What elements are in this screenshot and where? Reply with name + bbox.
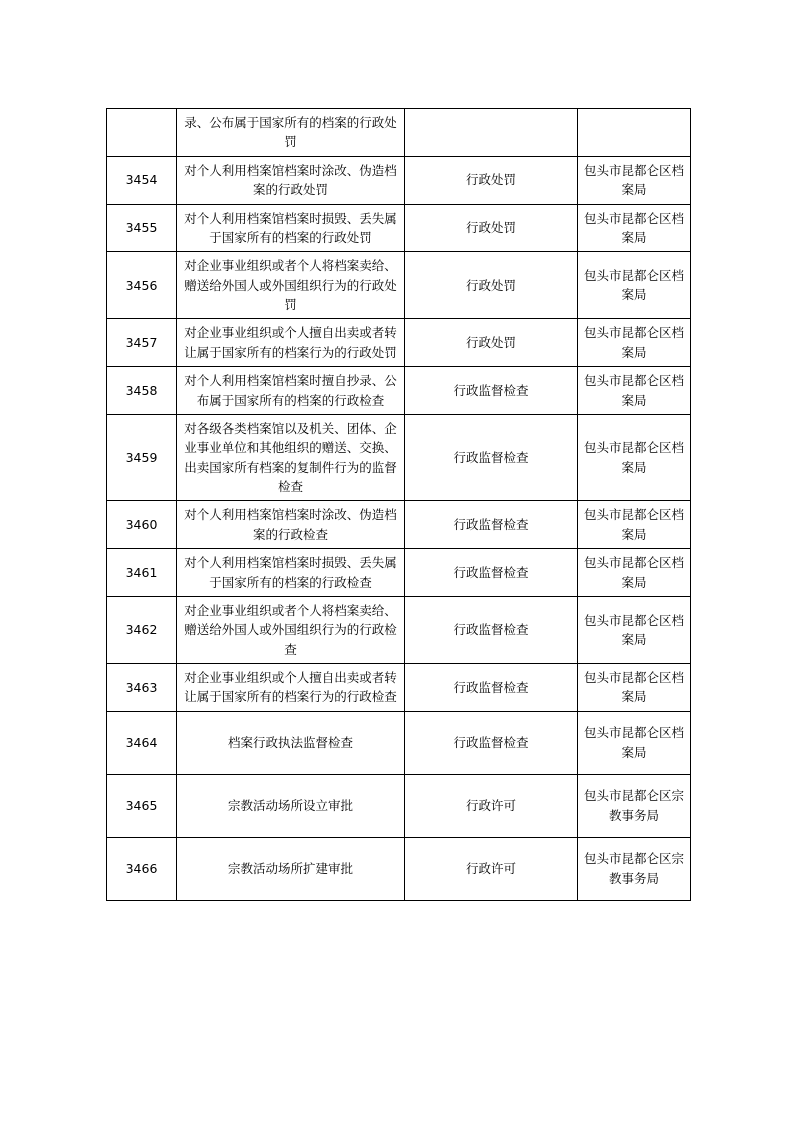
cell-id: 3466: [107, 837, 177, 900]
cell-org: 包头市昆都仑区档案局: [578, 596, 691, 663]
cell-id: 3455: [107, 204, 177, 252]
cell-id: 3458: [107, 367, 177, 415]
cell-id: 3459: [107, 414, 177, 501]
table-row: [107, 664, 691, 712]
table-row: [107, 367, 691, 415]
cell-org: [578, 109, 691, 157]
cell-name: 对企业事业组织或者个人将档案卖给、赠送给外国人或外国组织行为的行政检查: [177, 596, 405, 663]
table-row: [107, 204, 691, 252]
table-row: [107, 549, 691, 597]
cell-name: 对企业事业组织或个人擅自出卖或者转让属于国家所有的档案行为的行政检查: [177, 664, 405, 712]
cell-type: 行政处罚: [405, 204, 578, 252]
cell-name: 档案行政执法监督检查: [177, 711, 405, 774]
cell-type: 行政处罚: [405, 156, 578, 204]
cell-type: 行政处罚: [405, 252, 578, 319]
cell-id: 3464: [107, 711, 177, 774]
cell-org: 包头市昆都仑区档案局: [578, 252, 691, 319]
cell-org: 包头市昆都仑区档案局: [578, 367, 691, 415]
table-row: [107, 596, 691, 663]
cell-name: 对个人利用档案馆档案时涂改、伪造档案的行政处罚: [177, 156, 405, 204]
cell-org: 包头市昆都仑区档案局: [578, 549, 691, 597]
cell-name: 宗教活动场所扩建审批: [177, 837, 405, 900]
cell-org: 包头市昆都仑区档案局: [578, 156, 691, 204]
cell-org: 包头市昆都仑区档案局: [578, 711, 691, 774]
cell-id: 3465: [107, 774, 177, 837]
table-body: [107, 109, 691, 901]
cell-name: 对个人利用档案馆档案时涂改、伪造档案的行政检查: [177, 501, 405, 549]
table-row: [107, 252, 691, 319]
table-row: [107, 156, 691, 204]
cell-id: 3457: [107, 319, 177, 367]
table-row: [107, 109, 691, 157]
cell-type: 行政许可: [405, 837, 578, 900]
cell-id: 3462: [107, 596, 177, 663]
cell-type: 行政监督检查: [405, 596, 578, 663]
cell-org: 包头市昆都仑区宗教事务局: [578, 774, 691, 837]
table-container: [106, 108, 690, 901]
table-row: [107, 711, 691, 774]
cell-type: 行政监督检查: [405, 367, 578, 415]
cell-name: 对个人利用档案馆档案时擅自抄录、公布属于国家所有的档案的行政检查: [177, 367, 405, 415]
cell-id: 3456: [107, 252, 177, 319]
table-row: [107, 501, 691, 549]
cell-id: 3463: [107, 664, 177, 712]
cell-org: 包头市昆都仑区宗教事务局: [578, 837, 691, 900]
table-row: [107, 319, 691, 367]
cell-type: 行政监督检查: [405, 664, 578, 712]
cell-type: 行政监督检查: [405, 414, 578, 501]
table-row: [107, 414, 691, 501]
catalog-table: [106, 108, 691, 901]
cell-name: 对企业事业组织或个人擅自出卖或者转让属于国家所有的档案行为的行政处罚: [177, 319, 405, 367]
cell-org: 包头市昆都仑区档案局: [578, 319, 691, 367]
cell-name: 对企业事业组织或者个人将档案卖给、赠送给外国人或外国组织行为的行政处罚: [177, 252, 405, 319]
cell-name: 对各级各类档案馆以及机关、团体、企业事业单位和其他组织的赠送、交换、出卖国家所有档案的复制件行为的监督检查: [177, 414, 405, 501]
cell-org: 包头市昆都仑区档案局: [578, 501, 691, 549]
cell-org: 包头市昆都仑区档案局: [578, 664, 691, 712]
cell-name: 录、公布属于国家所有的档案的行政处罚: [177, 109, 405, 157]
cell-id: 3460: [107, 501, 177, 549]
cell-type: [405, 109, 578, 157]
cell-name: 对个人利用档案馆档案时损毁、丢失属于国家所有的档案的行政处罚: [177, 204, 405, 252]
cell-id: 3461: [107, 549, 177, 597]
cell-name: 宗教活动场所设立审批: [177, 774, 405, 837]
cell-type: 行政监督检查: [405, 549, 578, 597]
cell-org: 包头市昆都仑区档案局: [578, 204, 691, 252]
cell-id: [107, 109, 177, 157]
table-row: [107, 837, 691, 900]
cell-id: 3454: [107, 156, 177, 204]
cell-type: 行政许可: [405, 774, 578, 837]
cell-name: 对个人利用档案馆档案时损毁、丢失属于国家所有的档案的行政检查: [177, 549, 405, 597]
table-row: [107, 774, 691, 837]
cell-org: 包头市昆都仑区档案局: [578, 414, 691, 501]
cell-type: 行政监督检查: [405, 501, 578, 549]
cell-type: 行政处罚: [405, 319, 578, 367]
cell-type: 行政监督检查: [405, 711, 578, 774]
